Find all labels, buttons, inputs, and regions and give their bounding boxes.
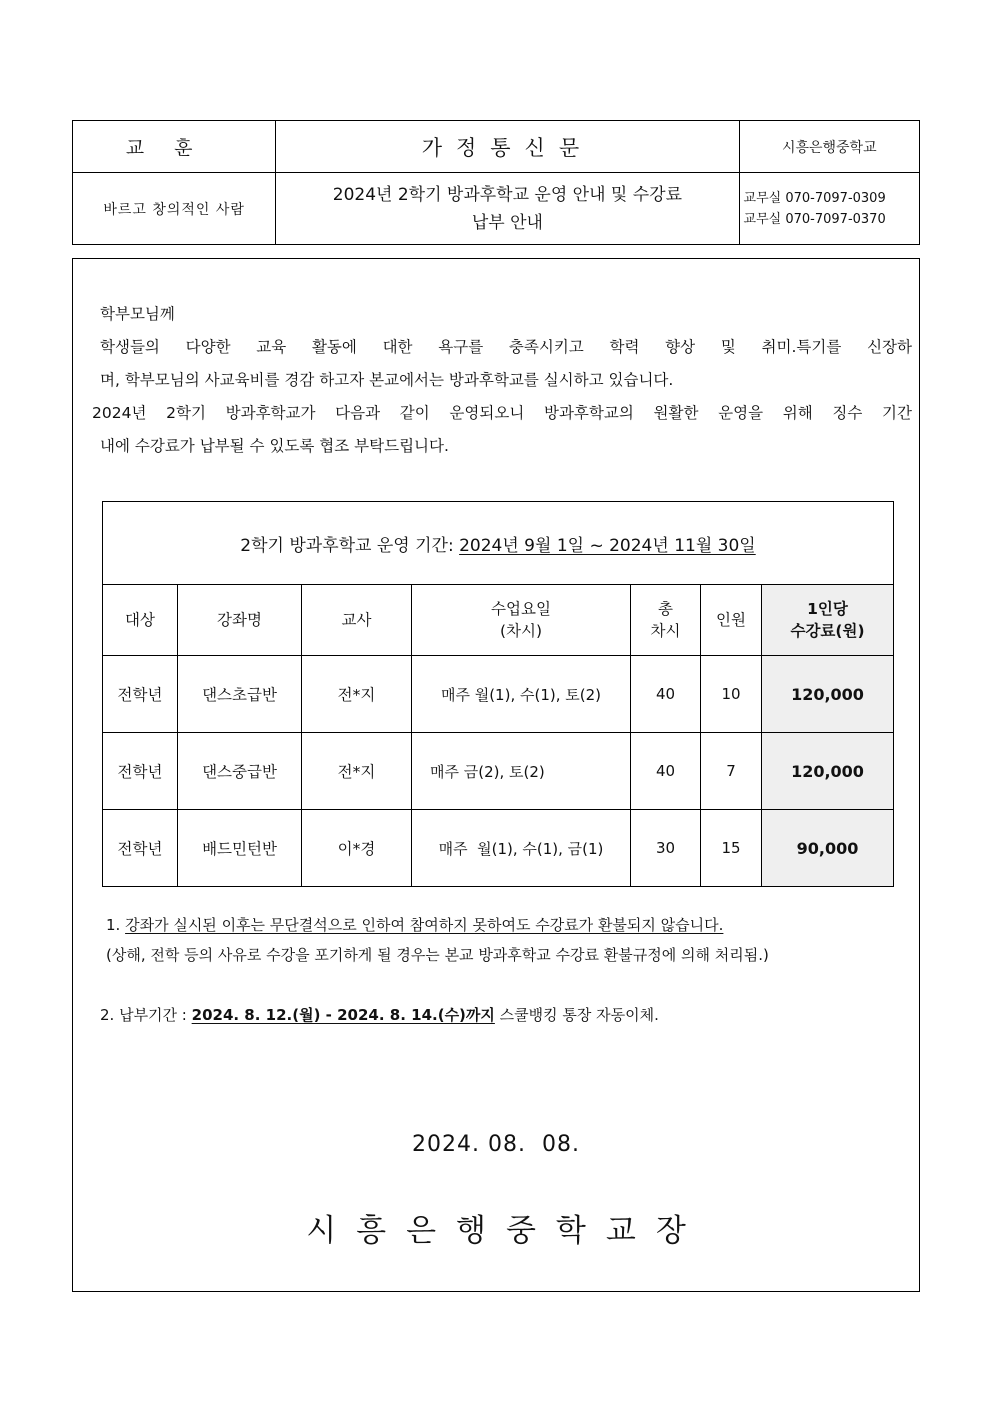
col-fee-line-1: 1인당 [807,600,848,618]
row-days: 매주 월(1), 수(1), 금(1) [412,810,631,887]
col-days [412,585,631,656]
col-fee-line-2: 수강료(원) [790,622,865,640]
principal-signature: 시흥은행중학교장 [306,1213,706,1249]
school-motto: 바르고 창의적인 사람 [73,173,276,245]
period-value: 2024년 9월 1일 ~ 2024년 11월 30일 [459,535,756,556]
greeting: 학부모님께 [100,305,175,323]
row-fee: 120,000 [762,656,894,733]
contact-phones [739,173,919,245]
subject-line-2: 납부 안내 [471,212,543,233]
col-days-line-1: 수업요일 [491,600,551,618]
row-total: 40 [631,733,701,810]
refund-note-text: 강좌가 실시된 이후는 무단결석으로 인하여 참여하지 못하여도 수강료가 환불되지 않습니다. [125,916,724,934]
refund-note-number: 1. [106,916,126,934]
request-paragraph-line-2: 내에 수강료가 납부될 수 있도록 협조 부탁드립니다. [100,437,449,455]
row-target: 전학년 [103,733,178,810]
subject-title [276,173,739,245]
row-total: 30 [631,810,701,887]
col-course: 강좌명 [178,585,302,656]
subject-line-1: 2024년 2학기 방과후학교 운영 안내 및 수강료 [332,184,683,205]
refund-note [106,910,723,940]
col-total-line-2: 차시 [650,622,681,640]
row-course: 배드민턴반 [178,810,302,887]
request-paragraph-line-1: 2024년 2학기 방과후학교가 다음과 같이 운영되오니 방과후학교의 원활한 운영을 위해 징수 기간 [92,404,912,422]
table-row [103,733,894,810]
header-table [72,120,920,245]
col-days-line-2: (차시) [499,622,543,640]
row-target: 전학년 [103,656,178,733]
phone-1: 교무실 070-7097-0309 [743,190,886,206]
newsletter-title: 가정통신문 [276,121,739,173]
issue-date: 2024. 08. 08. [412,1132,580,1157]
operation-period [103,502,894,585]
school-name: 시흥은행중학교 [739,121,919,173]
col-people: 인원 [701,585,762,656]
schedule-table [102,501,894,887]
phone-2: 교무실 070-7097-0370 [743,211,886,227]
col-fee [762,585,894,656]
row-people: 10 [701,656,762,733]
payment-period: 2024. 8. 12.(월) - 2024. 8. 14.(수)까지 [191,1006,495,1024]
row-days: 매주 금(2), 토(2) [412,733,631,810]
row-teacher: 전*지 [302,656,412,733]
payment-label: 2. 납부기간 : [100,1006,192,1024]
row-people: 7 [701,733,762,810]
col-total [631,585,701,656]
row-teacher: 전*지 [302,733,412,810]
motto-title: 교훈 [73,121,276,173]
intro-paragraph-line-2: 며, 학부모님의 사교육비를 경감 하고자 본교에서는 방과후학교를 실시하고 있습니다. [100,371,674,389]
table-row [103,810,894,887]
row-course: 댄스초급반 [178,656,302,733]
col-target: 대상 [103,585,178,656]
payment-method: 스쿨뱅킹 통장 자동이체. [494,1006,659,1024]
payment-period-note [100,1000,659,1030]
row-people: 15 [701,810,762,887]
table-header-row [103,585,894,656]
period-label: 2학기 방과후학교 운영 기간: [240,535,460,556]
table-row [103,656,894,733]
row-days: 매주 월(1), 수(1), 토(2) [412,656,631,733]
row-teacher: 이*경 [302,810,412,887]
refund-note-detail: (상해, 전학 등의 사유로 수강을 포기하게 될 경우는 본교 방과후학교 수강료 환불규정에 의해 처리됨.) [106,946,769,964]
row-target: 전학년 [103,810,178,887]
intro-paragraph-line-1: 학생들의 다양한 교육 활동에 대한 욕구를 충족시키고 학력 향상 및 취미.특기를 신장하 [100,338,912,356]
row-course: 댄스중급반 [178,733,302,810]
col-total-line-1: 총 [658,600,673,618]
row-total: 40 [631,656,701,733]
col-teacher: 교사 [302,585,412,656]
row-fee: 90,000 [762,810,894,887]
row-fee: 120,000 [762,733,894,810]
